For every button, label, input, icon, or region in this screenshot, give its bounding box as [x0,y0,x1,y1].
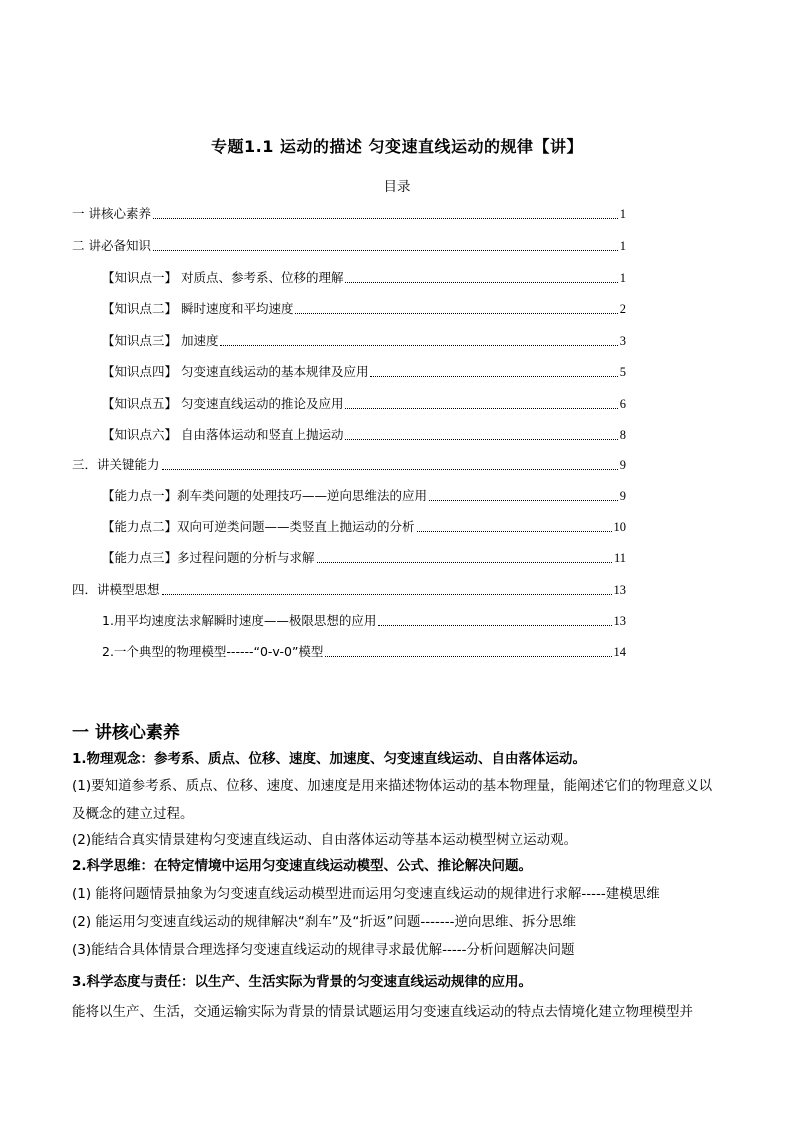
toc-entry-page: 5 [619,365,626,379]
toc-entry-label: 【能力点一】刹车类问题的处理技巧——逆向思维法的应用 [102,488,428,503]
toc-leader-dots [220,344,617,346]
toc-entry[interactable] [102,362,626,382]
toc-entry-label: 二 讲必备知识 [72,238,151,253]
toc-entry[interactable] [72,580,626,600]
toc-entry-label: 2.一个典型的物理模型------“0-v-0”模型 [102,644,324,659]
paragraph: (2)能结合真实情景建构匀变速直线运动、自由落体运动等基本运动模型树立运动观。 [72,832,578,848]
toc-entry-label: 【知识点三】 加速度 [102,333,219,348]
toc-entry[interactable] [72,455,626,475]
toc-entry-page: 1 [619,207,626,221]
section-title: 一 讲核心素养 [72,723,180,743]
toc-entry[interactable] [72,204,626,224]
toc-entry-page: 11 [613,551,626,565]
toc-entry[interactable] [102,517,626,537]
toc-entry[interactable] [72,236,626,256]
toc-leader-dots [417,530,612,532]
toc-entry-page: 13 [613,583,626,597]
toc-entry[interactable] [102,548,626,568]
paragraph: 能将以生产、生活，交通运输实际为背景的情景试题运用匀变速直线运动的特点去情境化建立物理模型并 [72,1004,693,1020]
toc-leader-dots [345,438,617,440]
toc-entry[interactable] [102,394,626,414]
paragraph-heading: 3.科学态度与责任：以生产、生活实际为背景的匀变速直线运动规律的应用。 [72,974,533,990]
paragraph: (3)能结合具体情景合理选择匀变速直线运动的规律寻求最优解-----分析问题解决问题 [72,942,575,958]
toc-leader-dots [162,593,612,595]
toc-entry-label: 【能力点二】双向可逆类问题——类竖直上抛运动的分析 [102,519,415,534]
toc-entry-label: 1.用平均速度法求解瞬时速度——极限思想的应用 [102,613,377,628]
document-title: 专题1.1 运动的描述 匀变速直线运动的规律【讲】 [211,137,583,156]
toc-entry-page: 14 [613,645,626,659]
toc-entry-label: 三．讲关键能力 [72,457,160,472]
toc-leader-dots [325,655,611,657]
toc-leader-dots [317,561,612,563]
toc-entry-label: 一 讲核心素养 [72,206,151,221]
toc-entry-label: 【知识点二】 瞬时速度和平均速度 [102,301,294,316]
toc-leader-dots [345,281,617,283]
toc-leader-dots [153,249,618,251]
toc-entry-page: 1 [619,239,626,253]
toc-entry-page: 1 [619,271,626,285]
paragraph-heading: 2.科学思维：在特定情境中运用匀变速直线运动模型、公式、推论解决问题。 [72,858,533,874]
toc-entry-page: 6 [619,397,626,411]
toc-heading: 目录 [383,179,411,195]
toc-entry-page: 10 [613,520,626,534]
toc-entry-page: 9 [619,489,626,503]
toc-entry[interactable] [102,299,626,319]
toc-entry[interactable] [102,611,626,631]
paragraph: (1) 能将问题情景抽象为匀变速直线运动模型进而运用匀变速直线运动的规律进行求解-----建模思维 [72,886,660,902]
toc-entry-page: 9 [619,458,626,472]
toc-entry[interactable] [102,268,626,288]
toc-entry-label: 四．讲模型思想 [72,582,160,597]
toc-leader-dots [370,375,617,377]
toc-leader-dots [378,624,611,626]
toc-entry-page: 2 [619,302,626,316]
toc-entry-page: 8 [619,428,626,442]
toc-entry-label: 【知识点四】 匀变速直线运动的基本规律及应用 [102,364,369,379]
paragraph-heading: 1.物理观念：参考系、质点、位移、速度、加速度、匀变速直线运动、自由落体运动。 [72,751,587,767]
toc-entry[interactable] [102,425,626,445]
paragraph: (1)要知道参考系、质点、位移、速度、加速度是用来描述物体运动的基本物理量，能阐述它们的物理意义以及概念的建立过程。 [72,778,713,822]
toc-entry-label: 【能力点三】多过程问题的分析与求解 [102,550,315,565]
toc-entry-label: 【知识点五】 匀变速直线运动的推论及应用 [102,396,344,411]
toc-leader-dots [345,407,617,409]
toc-leader-dots [162,468,618,470]
toc-entry-label: 【知识点六】 自由落体运动和竖直上抛运动 [102,427,344,442]
toc-leader-dots [153,217,618,219]
toc-entry[interactable] [102,331,626,351]
toc-leader-dots [295,312,617,314]
toc-entry-page: 3 [619,334,626,348]
toc-entry[interactable] [102,486,626,506]
toc-entry-page: 13 [613,614,626,628]
toc-entry[interactable] [102,642,626,662]
toc-entry-label: 【知识点一】 对质点、参考系、位移的理解 [102,270,344,285]
toc-leader-dots [429,499,618,501]
paragraph: (2) 能运用匀变速直线运动的规律解决“刹车”及“折返”问题-------逆向思维、拆分思维 [72,914,576,930]
